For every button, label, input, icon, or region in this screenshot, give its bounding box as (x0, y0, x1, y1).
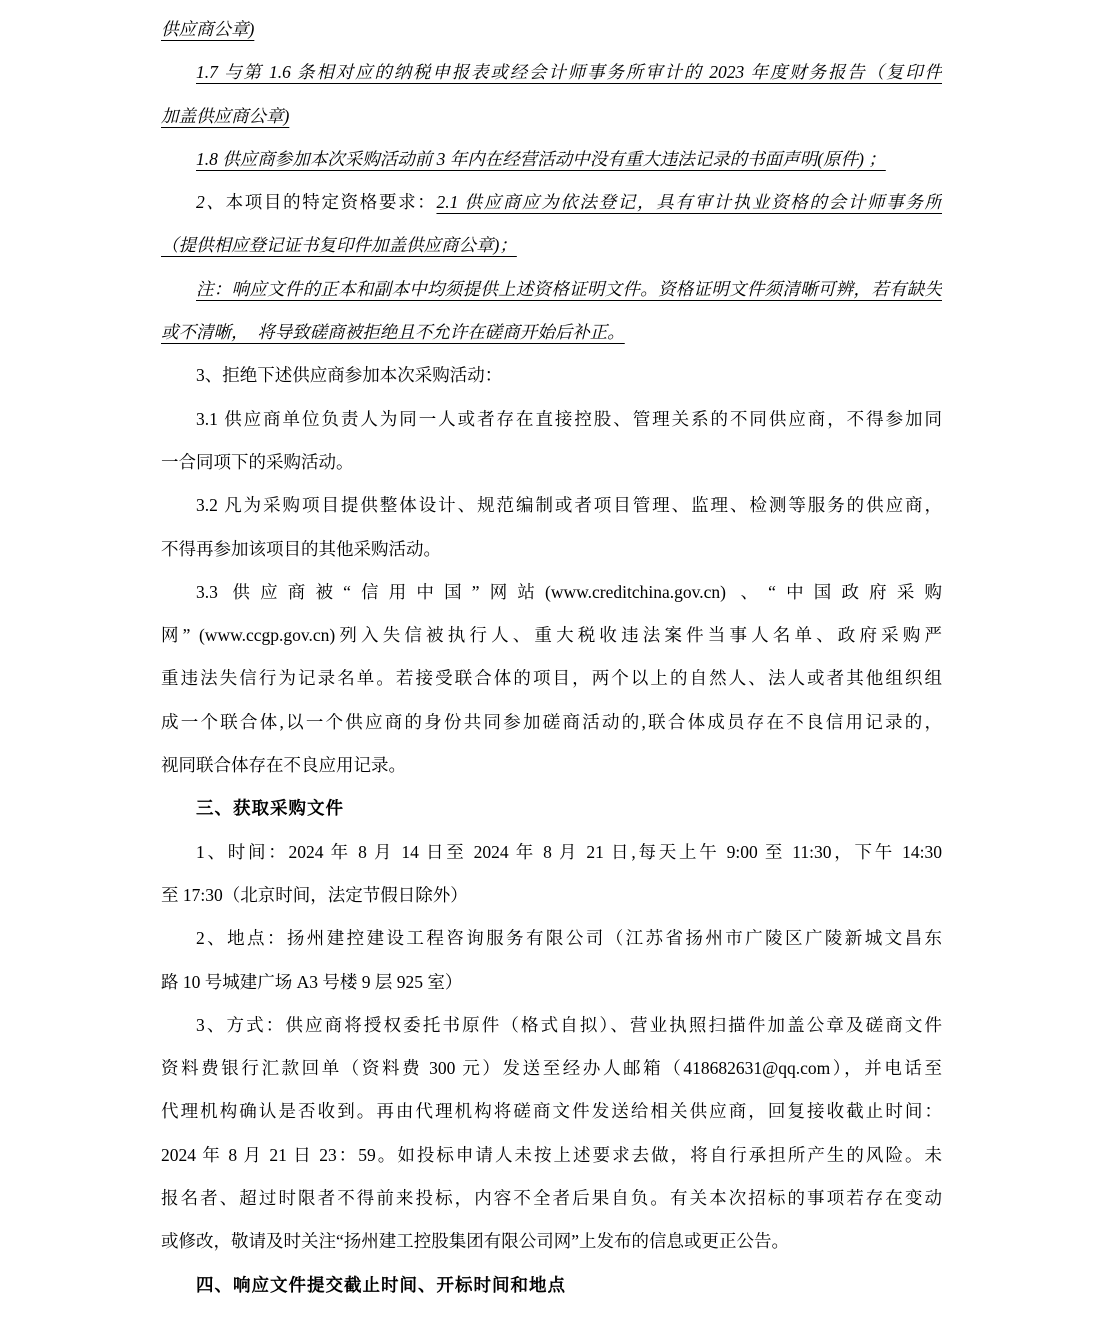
clause-2-1-continuation (161, 224, 942, 267)
note-qualification-documents (161, 268, 942, 311)
item-3-method-continuation-2 (161, 1090, 942, 1133)
item-3-method-continuation-1 (161, 1047, 942, 1090)
text-run: 路 10 号城建广场 A3 号楼 9 层 925 室） (161, 971, 463, 992)
clause-3-3-continuation-2 (161, 657, 942, 700)
text-run: 成一个联合体,以一个供应商的身份共同参加磋商活动的,联合体成员存在不良信用记录的， (161, 711, 942, 732)
text-run: 供应商公章) (161, 19, 255, 39)
text-run: 一合同项下的采购活动。 (161, 451, 354, 472)
text-run: 重违法失信行为记录名单。若接受联合体的项目，两个以上的自然人、法人或者其他组织组 (161, 668, 942, 689)
clause-3-3 (161, 571, 942, 614)
text-run: 四、响应文件提交截止时间、开标时间和地点 (196, 1274, 566, 1295)
item-1-time-continuation (161, 874, 942, 917)
text-run: （提供相应登记证书复印件加盖供应商公章)； (161, 235, 517, 256)
text-run: 至 17:30（北京时间，法定节假日除外） (161, 884, 468, 905)
clause-3-3-continuation-4 (161, 744, 942, 787)
clause-3-3-continuation-3 (161, 701, 942, 744)
text-run: 注：响应文件的正本和副本中均须提供上述资格证明文件。资格证明文件须清晰可辨，若有缺失 (196, 278, 942, 299)
clause-3-2-continuation (161, 528, 942, 571)
text-run: 3.2 凡为采购项目提供整体设计、规范编制或者项目管理、监理、检测等服务的供应商， (196, 495, 942, 516)
item-2-location-continuation (161, 961, 942, 1004)
text-run: 加盖供应商公章) (161, 105, 290, 126)
clause-3-1-continuation (161, 441, 942, 484)
text-run: 网” (www.ccgp.gov.cn)列入失信被执行人、重大税收违法案件当事人名单、政府采购严 (161, 625, 942, 646)
clause-2-specific-qualification (161, 181, 942, 224)
item-3-method (161, 1004, 942, 1047)
text-run: 2、 (196, 192, 226, 213)
text-run: 2.1 供应商应为依法登记，具有审计执业资格的会计师事务所 (436, 192, 942, 213)
text-run: 本项目的特定资格要求： (225, 192, 437, 213)
text-run: 报名者、超过时限者不得前来投标，内容不全者后果自负。有关本次招标的事项若存在变动 (161, 1188, 942, 1209)
note-continuation (161, 311, 942, 354)
text-run: 视同联合体存在不良应用记录。 (161, 755, 406, 776)
text-run: 资料费银行汇款回单（资料费 300 元）发送至经办人邮箱（418682631@qq.com），并电话至 (161, 1058, 942, 1079)
text-run: 2、地点：扬州建控建设工程咨询服务有限公司（江苏省扬州市广陵区广陵新城文昌东 (196, 928, 942, 949)
document-body (161, 8, 942, 1307)
text-run: 代理机构确认是否收到。再由代理机构将磋商文件发送给相关供应商，回复接收截止时间： (161, 1101, 942, 1122)
clause-3-2 (161, 484, 942, 527)
item-2-location (161, 917, 942, 960)
text-run: 不得再参加该项目的其他采购活动。 (161, 538, 441, 559)
text-run: 或修改，敬请及时关注“扬州建工控股集团有限公司网”上发布的信息或更正公告。 (161, 1231, 790, 1252)
text-run: 2024 年 8 月 21 日 23：59。如投标申请人未按上述要求去做，将自行承担所产生的风险。未 (161, 1144, 942, 1165)
text-run: 3.1 供应商单位负责人为同一人或者存在直接控股、管理关系的不同供应商，不得参加同 (196, 408, 942, 429)
text-run: 3、拒绝下述供应商参加本次采购活动： (196, 365, 503, 386)
text-run: 1.7 与第 1.6 条相对应的纳税申报表或经会计师事务所审计的 2023 年度财务报告（复印件 (196, 62, 942, 83)
clause-3-3-continuation-1 (161, 614, 942, 657)
text-run: 3、方式：供应商将授权委托书原件（格式自拟）、营业执照扫描件加盖公章及磋商文件 (196, 1014, 942, 1035)
text-run: 3.3 供应商被“信用中国”网站(www.creditchina.gov.cn) 、“中国政府采购 (196, 581, 942, 602)
heading-section-4-submission-deadline-opening (161, 1264, 942, 1307)
item-3-method-continuation-3 (161, 1134, 942, 1177)
clause-3-rejected-suppliers-heading (161, 354, 942, 397)
heading-section-3-obtain-procurement-documents (161, 787, 942, 830)
clause-1-7-continuation (161, 95, 942, 138)
clause-3-1 (161, 398, 942, 441)
text-run: 三、获取采购文件 (196, 798, 344, 819)
text-run: 1、时间：2024 年 8 月 14 日至 2024 年 8 月 21 日,每天上午 9:00 至 11:30，下午 14:30 (196, 841, 942, 862)
item-1-time (161, 831, 942, 874)
clause-1-8-no-illegal-record-statement (161, 138, 942, 181)
text-run: 或不清晰， 将导致磋商被拒绝且不允许在磋商开始后补正。 (161, 322, 625, 343)
text-run: 1.8 供应商参加本次采购活动前 3 年内在经营活动中没有重大违法记录的书面声明(原件) ； (196, 148, 886, 169)
para-tail-supplier-seal (161, 8, 942, 51)
item-3-method-continuation-4 (161, 1177, 942, 1220)
clause-1-7-tax-financial-report (161, 51, 942, 94)
item-3-method-continuation-5 (161, 1220, 942, 1263)
